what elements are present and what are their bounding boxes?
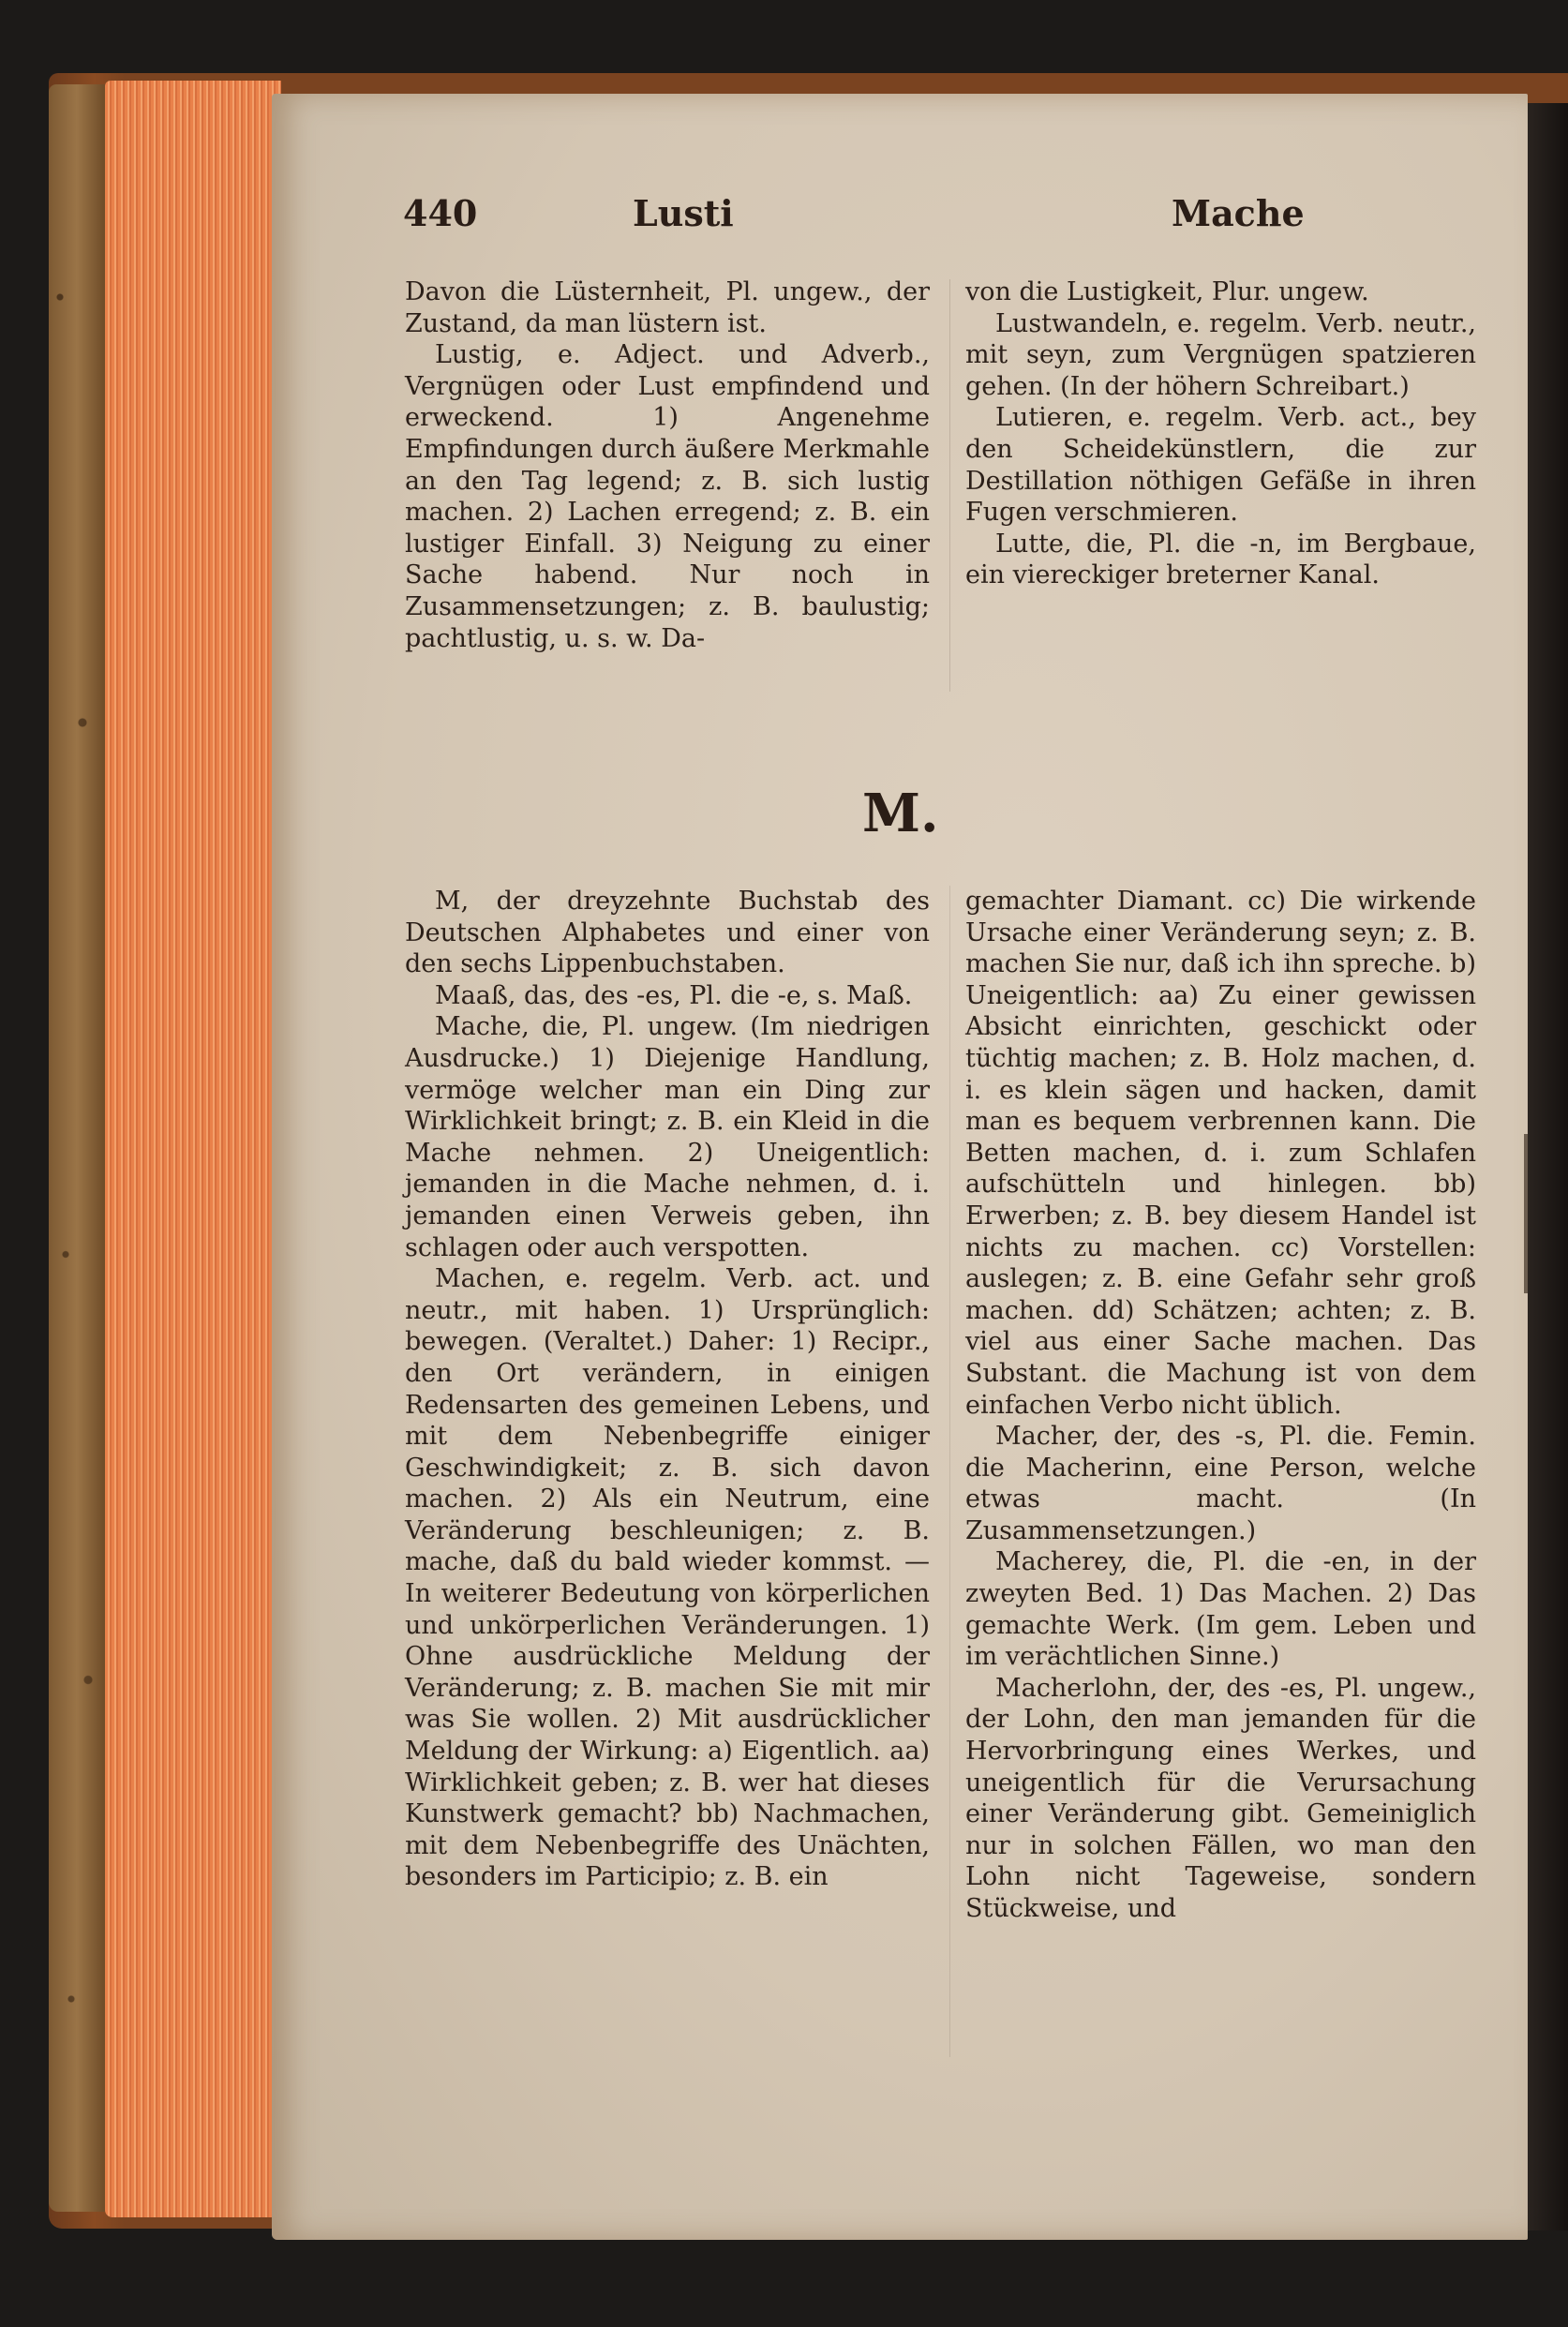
page-number: 440 <box>403 192 478 234</box>
bottom-right-column <box>965 886 1476 1925</box>
entry-paragraph: von die Lustigkeit, Plur. ungew. <box>965 277 1369 306</box>
entry-paragraph: Machen, e. regelm. Verb. act. und neutr., mit haben. 1) Ursprünglich: bewegen. (Veraltet.) Daher: 1) Recipr., den Ort verändern, in einigen Redensarten des gemeinen Lebens, und mit dem Nebenbegriffe einiger Geschwindigkeit; z. B. sich davon machen. 2) Als ein Neutrum, eine Veränderung beschleunigen; z. B. mache, daß du bald wieder kommst. — In weiterer Bedeutung von körperlichen und unkörperlichen Veränderungen. 1) Ohne ausdrückliche Meldung der Veränderung; z. B. machen Sie mit mir was Sie wollen. 2) Mit ausdrücklicher Meldung der Wirkung: a) Eigentlich. aa) Wirklichkeit geben; z. B. wer hat dieses Kunstwerk gemacht? bb) Nachmachen, mit dem Nebenbegriffe des Unächten, besonders im Participio; z. B. ein <box>405 1264 930 1892</box>
top-right-column <box>965 276 1476 591</box>
bottom-left-column <box>405 886 930 1893</box>
entry-paragraph: Mache, die, Pl. ungew. (Im niedrigen Ausdrucke.) 1) Diejenige Handlung, vermöge welcher man ein Ding zur Wirklichkeit bringt; z. B. ein Kleid in die Mache nehmen. 2) Uneigentlich: jemanden in die Mache nehmen, d. i. jemanden einen Verweis geben, ihn schlagen oder auch verspotten. <box>405 1012 930 1262</box>
entry-paragraph: M, der dreyzehnte Buchstab des Deutschen Alphabetes und einer von den sechs Lippenbuchstaben. <box>405 887 930 979</box>
entry-paragraph: Macher, der, des -s, Pl. die. Femin. die Macherinn, eine Person, welche etwas macht. (In Zusammensetzungen.) <box>965 1422 1476 1545</box>
entry-paragraph: Maaß, das, des -es, Pl. die -e, s. Maß. <box>435 980 913 1010</box>
column-divider <box>949 886 950 2057</box>
page-marker <box>1524 1134 1528 1293</box>
entry-paragraph: Lustig, e. Adject. und Adverb., Vergnügen oder Lust empfindend und erweckend. 1) Angenehme Empfindungen durch äußere Merkmahle an den Tag legend; z. B. sich lustig machen. 2) Lachen erregend; z. B. ein lustiger Einfall. 3) Neigung zu einer Sache habend. Nur noch in Zusammensetzungen; z. B. baulustig; pachtlustig, u. s. w. Da- <box>405 340 930 653</box>
entry-paragraph: Macherey, die, Pl. die -en, in der zweyten Bed. 1) Das Machen. 2) Das gemachte Werk. (Im gem. Leben und im verächtlichen Sinne.) <box>965 1547 1476 1672</box>
page-edges <box>105 81 281 2217</box>
section-heading: M. <box>862 783 939 844</box>
entry-paragraph: Macherlohn, der, des -es, Pl. ungew., der Lohn, den man jemanden für die Hervorbringung eines Werkes, und uneigentlich für die Verursachung einer Veränderung gibt. Gemeiniglich nur in solchen Fällen, wo man den Lohn nicht Tageweise, sondern Stückweise, und <box>965 1673 1476 1923</box>
gutter-shadow <box>1528 103 1568 2230</box>
right-guide-word: Mache <box>1172 192 1305 234</box>
top-left-column <box>405 276 930 654</box>
entry-paragraph: Lustwandeln, e. regelm. Verb. neutr., mit seyn, zum Vergnügen spatzieren gehen. (In der höhern Schreibart.) <box>965 308 1476 401</box>
entry-paragraph: gemachter Diamant. cc) Die wirkende Ursache einer Veränderung seyn; z. B. machen Sie nur, daß ich ihn spreche. b) Uneigentlich: aa) Zu einer gewissen Absicht einrichten, geschickt oder tüchtig machen; z. B. Holz machen, d. i. es klein sägen und hacken, damit man es bequem verbrennen kann. Die Betten machen, d. i. zum Schlafen aufschütteln und hinlegen. bb) Erwerben; z. B. bey diesem Handel ist nichts zu machen. cc) Vorstellen: auslegen; z. B. eine Gefahr sehr groß machen. dd) Schätzen; achten; z. B. viel aus einer Sache machen. Das Substant. die Machung ist von dem einfachen Verbo nicht üblich. <box>965 887 1476 1420</box>
entry-paragraph: Lutte, die, Pl. die -n, im Bergbaue, ein viereckiger breterner Kanal. <box>965 529 1476 590</box>
entry-paragraph: Lutieren, e. regelm. Verb. act., bey den Scheidekünstlern, die zur Destillation nöthigen Gefäße in ihren Fugen verschmieren. <box>965 403 1476 528</box>
entry-paragraph: Davon die Lüsternheit, Pl. ungew., der Zustand, da man lüstern ist. <box>405 277 930 338</box>
book-spine <box>49 84 105 2212</box>
left-guide-word: Lusti <box>633 192 734 234</box>
column-divider <box>949 279 950 692</box>
